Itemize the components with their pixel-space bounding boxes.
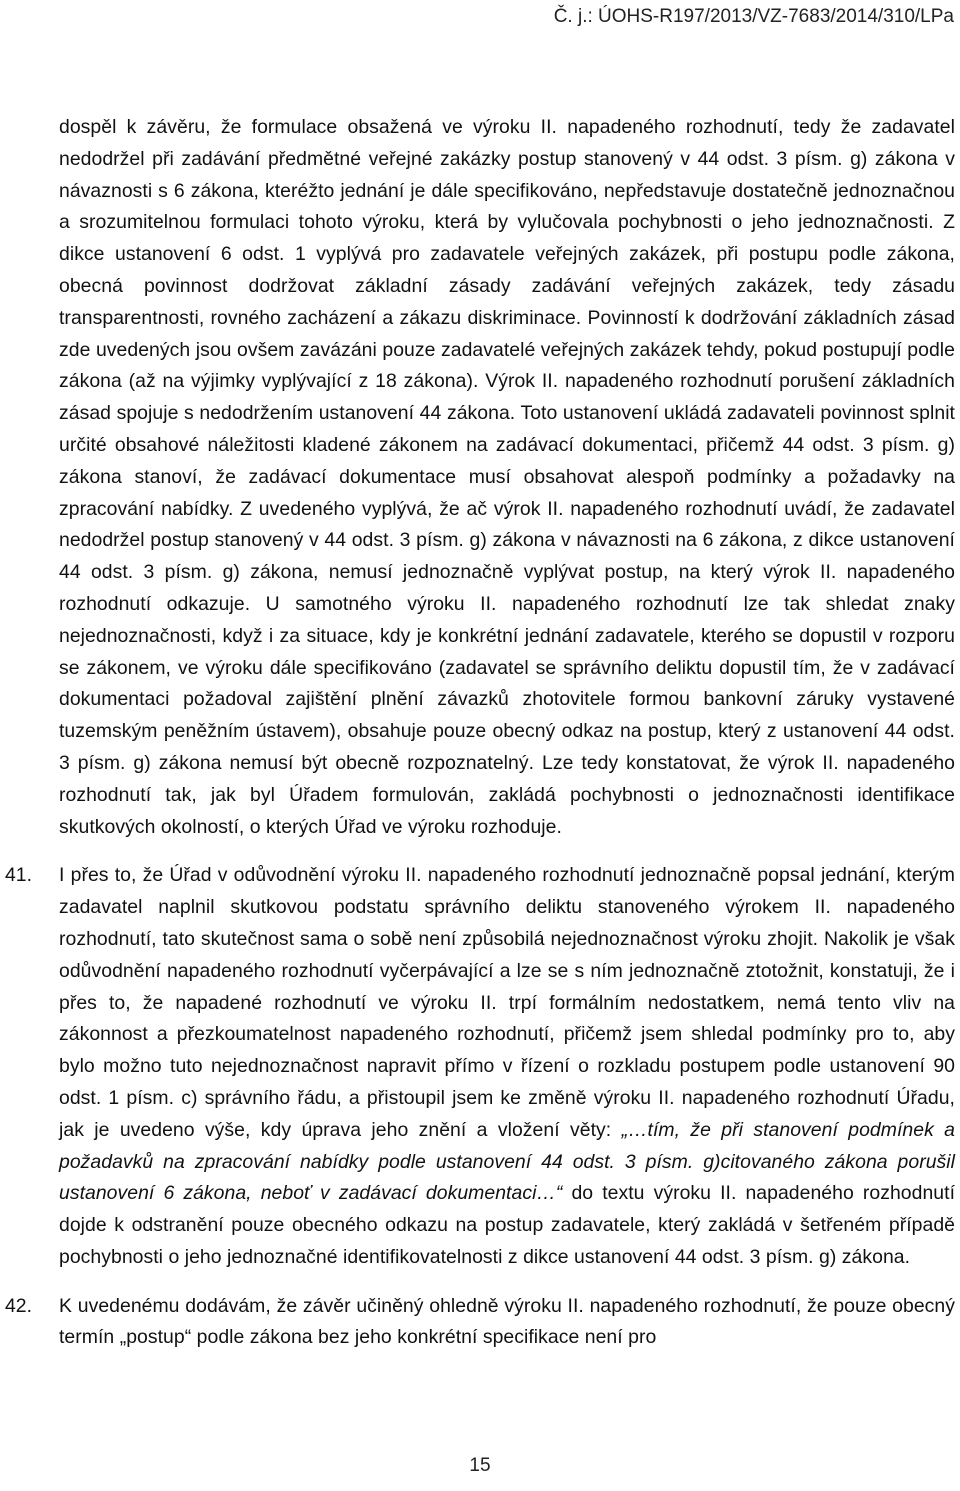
paragraph-number: 42. — [5, 1294, 32, 1317]
quoted-sentence: „…tím, že při stanovení podmínek a požadavků na zpracování nabídky podle ustanovení 44 odst. 3 písm. g)citovaného zákona porušil ustanovení 6 zákona, neboť v zadávací dokumentaci…“ — [59, 1118, 955, 1205]
paragraph-text — [59, 860, 955, 1273]
paragraph-continuation — [59, 112, 955, 843]
paragraph-41 — [5, 860, 956, 1273]
paragraph-42 — [5, 1291, 955, 1355]
paragraph-text-after-quote: do textu výroku II. napadeného rozhodnutí dojde k odstranění pouze obecného odkazu na postup zadavatele, který zakládá v šetřeném případě pochybnosti o jeho jednoznačné identifikovatelnosti z dikce ustanovení 44 odst. 3 písm. g) zákona. — [59, 1182, 956, 1268]
document-body — [5, 112, 956, 1354]
paragraph-text-before-quote: I přes to, že Úřad v odůvodnění výroku II. napadeného rozhodnutí jednoznačně popsal jednání, kterým zadavatel naplnil skutkovou podstatu správního deliktu stanoveného výrokem II. napadeného rozhodnutí, tato skutečnost sama o sobě není způsobilá nejednoznačnost výroku zhojit. Nakolik je však odůvodnění napadeného rozhodnutí vyčerpávající a lze se s ním jednoznačně ztotožnit, konstatuji, že i přes to, že napadené rozhodnutí ve výroku II. trpí formálním nedostatkem, nemá tento vliv na zákonnost a přezkoumatelnost napadeného rozhodnutí, přičemž jsem shledal podmínky pro to, aby bylo možno tuto nejednoznačnost napravit přímo v řízení o rozkladu postupem podle ustanovení 90 odst. 1 písm. c) správního řádu, a přistoupil jsem ke změně výroku II. napadeného rozhodnutí Úřadu, jak je uvedeno výše, kdy úprava jeho znění a vložení věty: — [59, 864, 955, 1141]
document-reference: Č. j.: ÚOHS-R197/2013/VZ-7683/2014/310/LPa — [553, 6, 954, 27]
paragraph-number: 41. — [5, 864, 32, 887]
page-number: 15 — [469, 1455, 491, 1476]
paragraph-text: K uvedenému dodávám, že závěr učiněný ohledně výroku II. napadeného rozhodnutí, že pouze obecný termín „postup“ podle zákona bez jeho konkrétní specifikace není pro — [59, 1294, 955, 1349]
paragraph-text: dospěl k závěru, že formulace obsažená ve výroku II. napadeného rozhodnutí, tedy že zadavatel nedodržel při zadávání předmětné veřejné zakázky postup stanovený v 44 odst. 3 písm. g) zákona v návaznosti s 6 zákona, kteréžto jednání je dále specifikováno, nepředstavuje dostatečně jednoznačnou a srozumitelnou formulaci tohoto výroku, která by vylučovala pochybnosti o jeho jednoznačnosti. Z dikce ustanovení 6 odst. 1 vyplývá pro zadavatele veřejných zakázek, při postupu podle zákona, obecná povinnost dodržovat základní zásady zadávání veřejných zakázek, tedy zásadu transparentnosti, rovného zacházení a zákazu diskriminace. Povinností k dodržování základních zásad zde uvedených jsou ovšem zavázáni pouze zadavatelé veřejných zakázek tehdy, pokud postupují podle zákona (až na výjimky vyplývající z 18 zákona). Výrok II. napadeného rozhodnutí porušení základních zásad spojuje s nedodržením ustanovení 44 zákona. Toto ustanovení ukládá zadavateli povinnost splnit určité obsahové náležitosti kladené zákonem na zadávací dokumentaci, přičemž 44 odst. 3 písm. g) zákona stanoví, že zadávací dokumentace musí obsahovat alespoň podmínky a požadavky na zpracování nabídky. Z uvedeného vyplývá, že ač výrok II. napadeného rozhodnutí uvádí, že zadavatel nedodržel postup stanovený v 44 odst. 3 písm. g) zákona v návaznosti na 6 zákona, z dikce ustanovení 44 odst. 3 písm. g) zákona, nemusí jednoznačně vyplývat postup, na který výrok II. napadeného rozhodnutí odkazuje. U samotného výroku II. napadeného rozhodnutí lze tak shledat znaky nejednoznačnosti, když i za situace, kdy je konkrétní jednání zadavatele, kterého se dopustil v rozporu se zákonem, ve výroku dále specifikováno (zadavatel se správního deliktu dopustil tím, že v zadávací dokumentaci požadoval zajištění plnění závazků zhotovitele formou bankovní záruky vystavené tuzemským peněžním ústavem), obsahuje pouze obecný odkaz na postup, který z ustanovení 44 odst. 3 písm. g) zákona nemusí být obecně rozpoznatelný. Lze tedy konstatovat, že výrok II. napadeného rozhodnutí tak, jak byl Úřadem formulován, zakládá pochybnosti o jednoznačnosti identifikace skutkových okolností, o kterých Úřad ve výroku rozhoduje. — [59, 116, 955, 838]
